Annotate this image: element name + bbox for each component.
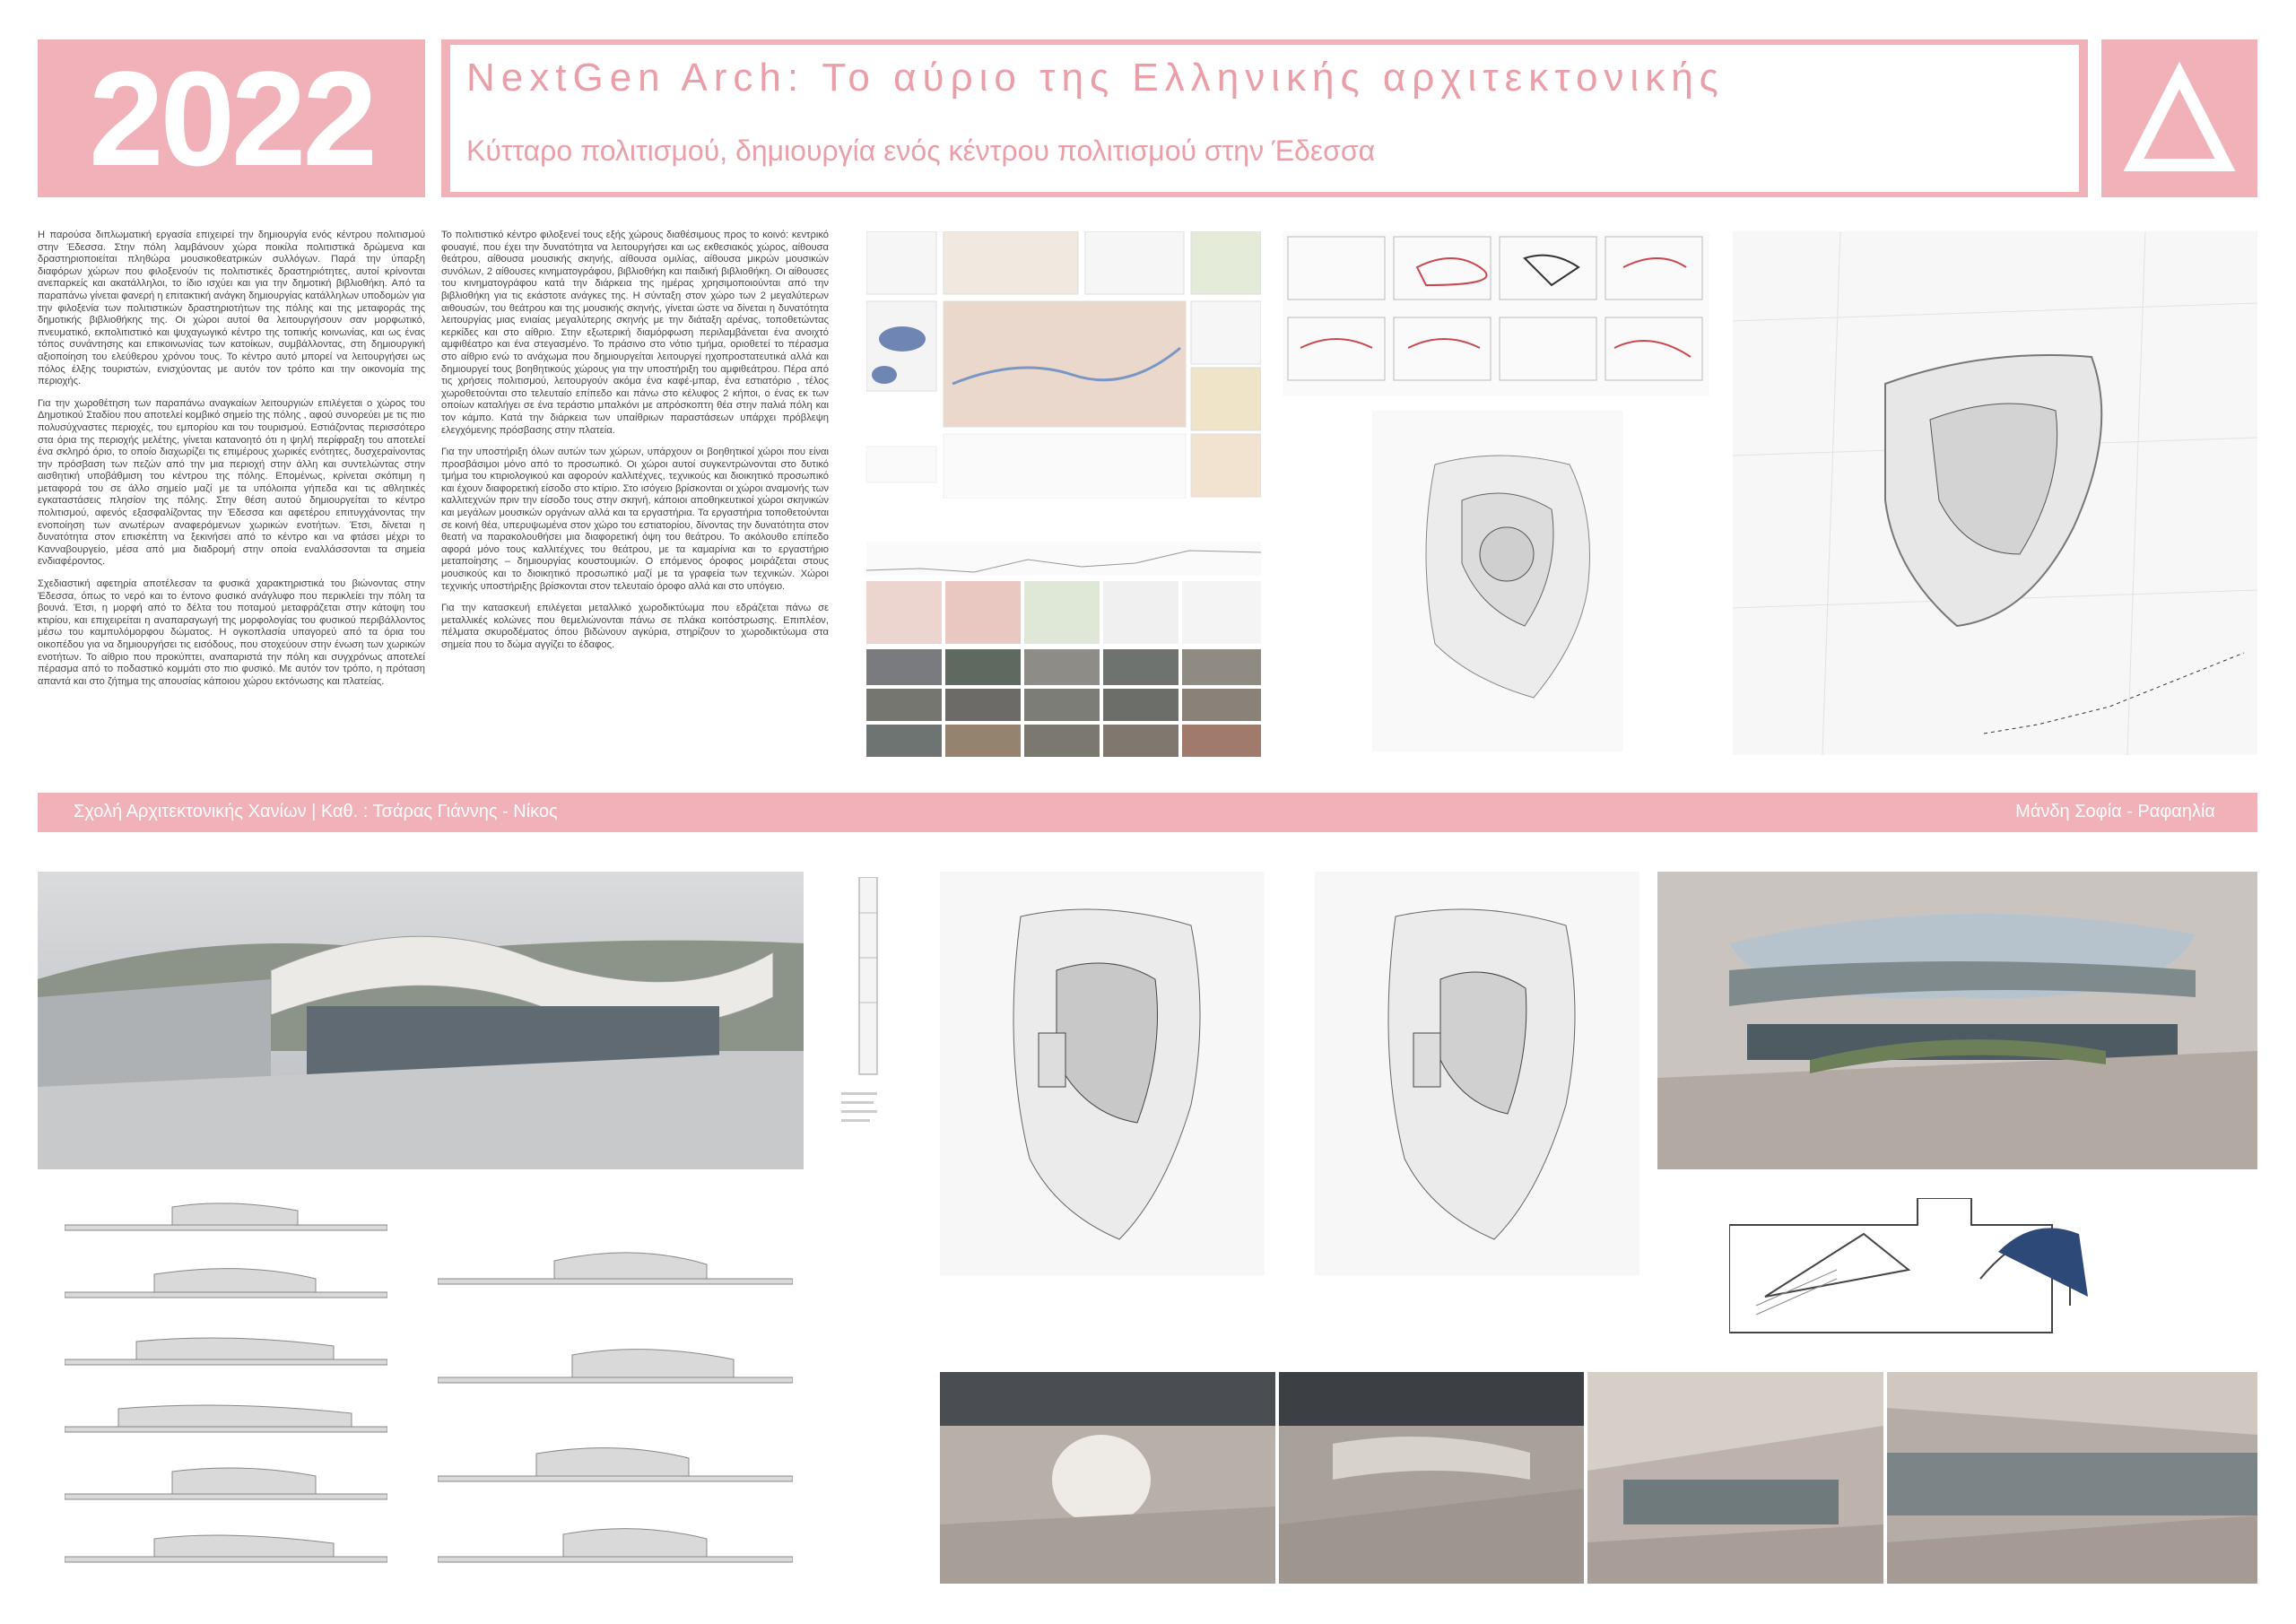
text-column-left bbox=[38, 230, 425, 698]
year-label: 2022 bbox=[89, 42, 374, 194]
paragraph: Η παρούσα διπλωματική εργασία επιχειρεί την δημιουργία ενός κέντρου πολιτισμού στην Έδεσσα. Στην πόλη λαμβάνουν χώρα ποικίλα πολιτιστικά δρώμενα και δραστηριοποιείται πληθώρα μουσικοθεατρικών συλλόγων. Παρά την ύπαρξη διαφόρων χώρων που φιλοξενούν τις πολιτιστικές δραστηριότητες, αυτοί κρίνονται ανεπαρκείς και ακατάλληλοι, το ίδιο ισχύει και για την δημοτική βιβλιοθήκη. Από τα παραπάνω γίνεται φανερή η επιτακτική ανάγκη δημιουργίας κατάλληλων υποδομών για την φιλοξενία των πολιτιστικών δραστηριοτήτων της πόλης και της μεταφοράς της δημοτικής βιβλιοθήκης της. Οι χώροι αυτοί θα λειτουργήσουν σαν μορφωτικό, πνευματικό, εκπολιτιστικό και ψυχαγωγικό κέντρο της τοπικής κοινωνίας, και ως ένας τόπος συνάντησης και επικοινωνίας των κατοίκων, συμβάλλοντας, στη δημιουργική αξιοποίηση του ελεύθερου χρόνου τους. Το κέντρο αυτό μπορεί να λειτουργήσει ως πόλος έλξης τουριστών, ενισχύοντας με αυτόν τον τρόπο και την οικονομία της περιοχής. bbox=[38, 230, 425, 387]
site-plan-upper bbox=[1372, 411, 1623, 751]
page-subtitle: Κύτταρο πολιτισμού, δημιουργία ενός κέντρου πολιτισμού στην Έδεσσα bbox=[466, 135, 1376, 167]
wall-section-detail bbox=[841, 877, 895, 1164]
triangle-delta-icon bbox=[2101, 39, 2257, 197]
paragraph: Σχεδιαστική αφετηρία αποτέλεσαν τα φυσικά χαρακτηριστικά του βιώνοντας στην Έδεσσα, όπως το νερό και το έντονο φυσικό ανάγλυφο που περικλείει την πόλη τα βουνά. Έτσι, η μορφή από το δέλτα του ποταμού μεταφράζεται στην κάτοψη του κτιρίου, και επιχειρείται η αναπαραγωγή της μορφολογίας του φυσικού περιβάλλοντος μέσω του καμπυλόμορφου δώματος. Η ογκοπλασία υπαγορεύ από τα όρια του οικοπέδου για να δημιουργήσει τις εισόδους, που στοχεύουν στην ένωση των χωρικών ενοτήτων. Το αίθριο που προκύπτει, αναπαριστά την πόλη και συγχρόνως αποτελεί πέρασμα από το ποδαστικό κομμάτι στο πιο φυσικό. Με αυτόν τον τρόπο, η πρόταση απαντά και στο ζήτημα της απουσίας κάποιου χώρου εκτόνωσης και πλατείας. bbox=[38, 578, 425, 687]
site-analysis-maps bbox=[866, 231, 1261, 499]
exterior-render bbox=[38, 872, 804, 1169]
text-column-right bbox=[441, 230, 829, 662]
page-title: NextGen Arch: Το αύριο της Ελληνικής αρχιτεκτονικής bbox=[466, 56, 1725, 100]
balcony-render bbox=[1657, 872, 2257, 1169]
building-sections-left bbox=[65, 1198, 387, 1575]
paragraph: Για την κατασκευή επιλέγεται μεταλλικό χωροδικτύωμα που εδράζεται πάνω σε μεταλλικές κολώνες που θεμελιώνονται πάνω σε πλάκα κοιτόστρωσης. Επιπλέον, πέλματα σκυροδέματος όπου βιδώνουν αγκύρια, στηρίζουν το χωροδικτύωμα στα σημεία που το δώμα αγγίζει το έδαφος. bbox=[441, 603, 829, 650]
interior-render-library bbox=[1279, 1372, 1584, 1584]
logo-box bbox=[2101, 39, 2257, 197]
floor-plan-first bbox=[1315, 872, 1639, 1275]
roof-plan bbox=[1733, 231, 2257, 755]
site-photos bbox=[866, 542, 1261, 757]
paragraph: Το πολιτιστικό κέντρο φιλοξενεί τους εξής χώρους διαθέσιμους προς το κοινό: κεντρικό φουαγιέ, που έχει την δυνατότητα να λειτουργήσει και ως εκθεσιακός χώρος, αίθουσα θεάτρου, αίθουσα μουσικής σκηνής, αίθουσα ομιλίας, αίθουσα μικρών μουσικών συνόλων, 2 αίθουσες κινηματογράφου, βιβλιοθήκη και παιδική βιβλιοθήκη. Οι αίθουσες του κινηματογράφου κατά την διάρκεια της ημέρας χρησιμοποιούνται από την βιβλιοθήκη για τις εκάστοτε ανάγκες της. Η σύνταξη στον χώρο των 2 μεγαλύτερων αιθουσών, του θεάτρου και της μουσικής σκηνής, γίνεται ώστε να δίνεται η δυνατότητα λειτουργίας μιας ενιαίας μεγαλύτερης σκηνής με την διάταξη αρένας, τοποθετώντας κερκίδες και στο αίθριο. Στην εξωτερική διαμόρφωση περιλαμβάνεται ένα ανοιχτό αμφιθέατρο και ένα στεγασμένο. Το πράσινο στο νότιο τμήμα, οριοθετεί το πέρασμα στο αίθριο ενώ το ανάχωμα που δημιουργείται λειτουργεί ηχοπροστατευτικά αλλά και δημιουργεί τους βοηθητικούς χώρους για την υποστήριξη του αμφιθεάτρου. Πέρα από τις χρήσεις πολιτισμού, λειτουργούν ακόμα ένα καφέ-μπαρ, ένα εστιατόριο , τέλος χωροθετούνται στο τελευταίο επίπεδο και πάνω στο κέλυφος 2 κήποι, ο ένας εκ των οποίων καταλήγει σε ένα τεράστιο μπαλκόνι με απρόσκοπτη θέα στην παλιά πόλη και τον κάμπο. Κατά την διάρκεια των υπαίθριων παραστάσεων υπάρχει πρόβλεψη ελεγχόμενης πρόσβασης στην πλατεία. bbox=[441, 230, 829, 436]
school-credit: Σχολή Αρχιτεκτονικής Χανίων | Καθ. : Τσάρας Γιάννης - Νίκος bbox=[74, 802, 558, 821]
floor-plan-ground bbox=[940, 872, 1265, 1275]
interior-render-entrance bbox=[1587, 1372, 1883, 1584]
interior-render-foyer bbox=[1887, 1372, 2257, 1584]
massing-diagrams bbox=[1283, 231, 1709, 396]
paragraph: Για την χωροθέτηση των παραπάνω αναγκαίων λειτουργιών επιλέγεται ο χώρος του Δημοτικού Σταδίου που αποτελεί κομβικό σημείο της πόλης , αφού συνορεύει με τις πιο πολυσύχναστες περιοχές, του εμπορίου και του τουρισμού. Εστιάζοντας περισσότερο στα όρια της περιοχής μελέτης, γίνεται κατανοητό ότι η ψηλή περίφραξη του αποτελεί ένα σκληρό όριο, το οποίο διαχωρίζει τις επιμέρους χωρικές ενότητες, δυσχεραίνοντας την πρόσβαση των πεζών από την μια περιοχή στην άλλη και συντελώντας στην αισθητική υποβάθμιση του κέντρου της πόλης. Επομένως, κρίνεται σκόπιμη η μεταφορά του σε άλλο σημείο μαζί με τα υπόλοιπα γήπεδα και τις αθλητικές εγκαταστάσεις πλησίον της πόλης. Στην θέση αυτού δημιουργείται το κέντρο πολιτισμού, αφενός εξασφαλίζοντας την Έδεσσα και αφετέρου επιτυγχάνοντας την ενοποίηση των ανωτέρων αναφερόμενων χωρικών ενοτήτων. Έτσι, δίνεται η δυνατότητα στον επισκέπτη να ξεκινήσει από το κέντρο και να φτάσει μέχρι το Κανναβουργείο, μέσα από μια διαδρομή στην οποία εναλλάσσονται τα σημεία ενδιαφέροντος. bbox=[38, 397, 425, 568]
theatre-section bbox=[1729, 1198, 2178, 1342]
year-box bbox=[38, 39, 425, 197]
author-credit: Μάνδη Σοφία - Ραφαηλία bbox=[2015, 802, 2215, 821]
interior-render-stair bbox=[940, 1372, 1275, 1584]
paragraph: Για την υποστήριξη όλων αυτών των χώρων, υπάρχουν οι βοηθητικοί χώροι που είναι προσβάσιμοι μόνο από το προσωπικό. Οι χώροι αυτοί συγκεντρώνονται στο δυτικό τμήμα του κτιριολογικού και αφορούν καλλιτέχνες, τεχνικούς και διοικητικό προσωπικό και έχουν διαφορετική είσοδο στο κτίριο. Στο ισόγειο βρίσκονται οι χώροι αναμονής των καλλιτεχνών πριν την είσοδο τους στην σκηνή, κάποιοι αποθηκευτικοί χώροι σκηνικών και μεγάλων μουσικών οργάνων αλλά και τα εργαστήρια. Τα εργαστήρια τοποθετούνται σε κοινή θέα, υπερυψωμένα στον χώρο του εστιατορίου, δίνοντας την δυνατότητα στον θεατή να παρακολουθήσει μια διαφορετική όψη του θεάτρου. Το ακόλουθο επίπεδο αφορά μόνο τους καλλιτέχνες του θεάτρου, με τα καμαρίνια και το εργαστήριο μεταποίησης – δημιουργίας κουστουμιών. Ο επόμενος όροφος μοιράζεται στους μουσικούς και το διοικητικό προσωπικό μαζί με τα γραφεία των τεχνικών. Χώροι τεχνικής υποστήριξης βρίσκονται στον τελευταίο όροφο αλλά και στο υπόγειο. bbox=[441, 447, 829, 592]
building-sections-right bbox=[438, 1243, 793, 1575]
